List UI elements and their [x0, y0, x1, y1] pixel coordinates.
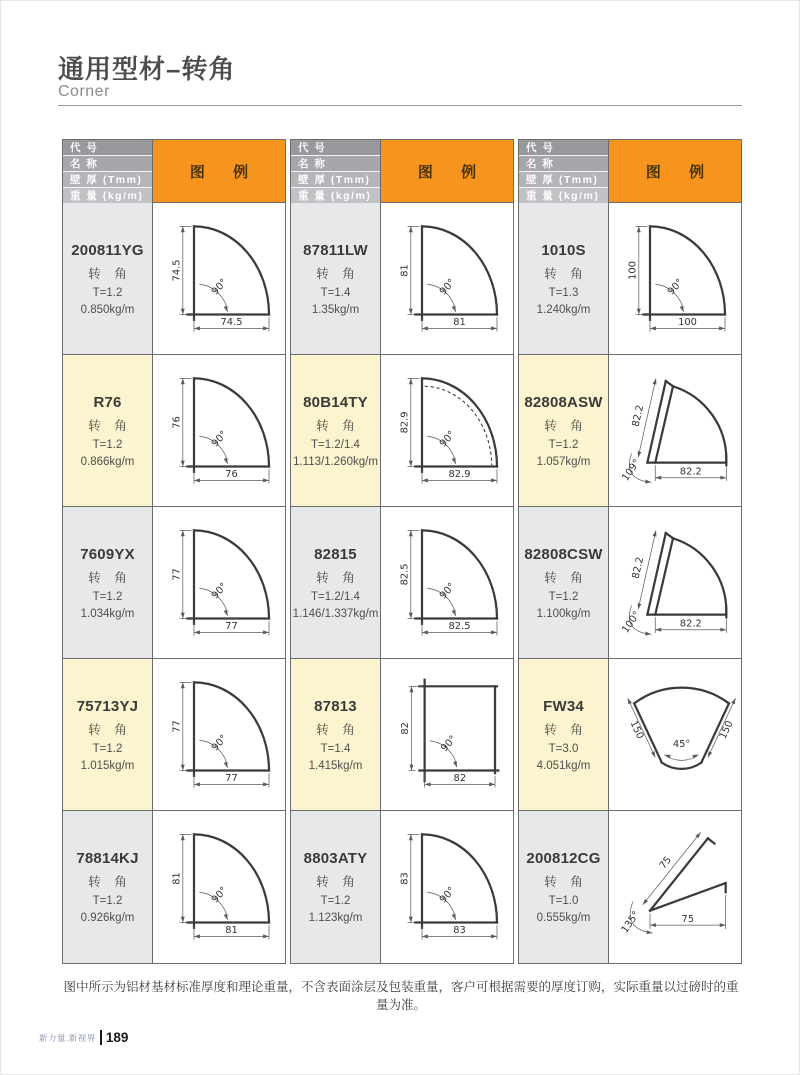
svg-text:77: 77	[225, 772, 238, 784]
product-row	[519, 507, 741, 659]
product-code: 200811YG	[71, 241, 144, 259]
profile-diagram-svg	[381, 508, 513, 658]
product-spec-cell	[63, 659, 153, 810]
svg-text:90°: 90°	[437, 580, 458, 601]
svg-text:81: 81	[171, 872, 183, 885]
svg-text:45°: 45°	[672, 738, 691, 750]
product-spec-cell	[63, 811, 153, 963]
product-name: 转 角	[316, 266, 360, 281]
product-name: 转 角	[88, 722, 132, 737]
profile-diagram-svg	[153, 508, 285, 658]
product-weight: 0.850kg/m	[80, 303, 135, 316]
svg-text:90°: 90°	[439, 733, 460, 754]
product-row	[519, 811, 741, 963]
product-code: R76	[93, 393, 122, 411]
svg-text:109°: 109°	[620, 456, 643, 483]
profile-diagram-svg	[381, 204, 513, 354]
product-name: 转 角	[544, 418, 588, 433]
svg-text:90°: 90°	[209, 276, 230, 297]
product-row	[291, 355, 513, 507]
product-row	[519, 203, 741, 355]
svg-text:82.2: 82.2	[630, 403, 647, 428]
profile-diagram	[381, 659, 513, 810]
product-code: 82815	[314, 545, 357, 563]
svg-text:90°: 90°	[209, 580, 230, 601]
svg-text:75: 75	[657, 854, 675, 872]
product-thickness: T=1.2	[92, 590, 123, 603]
spec-header-rows	[519, 140, 609, 202]
product-code: 75713YJ	[76, 697, 139, 715]
legend-header: 图 例	[381, 140, 513, 202]
profile-column-group	[62, 139, 286, 964]
footer-brand: 新力量.新视界	[39, 1032, 96, 1043]
svg-text:100: 100	[627, 260, 639, 280]
product-spec-cell	[519, 811, 609, 963]
profile-diagram-svg	[381, 356, 513, 506]
profile-diagram-svg	[153, 204, 285, 354]
product-weight: 0.926kg/m	[80, 912, 135, 924]
svg-text:81: 81	[399, 263, 411, 277]
product-weight: 1.240kg/m	[536, 303, 591, 316]
product-thickness: T=1.2	[92, 742, 123, 755]
product-code: 7609YX	[80, 545, 135, 563]
product-weight: 0.555kg/m	[536, 912, 591, 924]
spec-header-rows	[63, 140, 153, 202]
spec-header-row: 重 量 (kg/m)	[291, 188, 380, 203]
product-name: 转 角	[88, 418, 132, 433]
product-spec-cell	[291, 203, 381, 354]
product-weight: 1.415kg/m	[308, 759, 363, 772]
product-weight: 1.015kg/m	[80, 759, 135, 772]
product-thickness: T=1.4	[320, 286, 351, 299]
svg-text:83: 83	[399, 872, 411, 885]
product-thickness: T=1.2	[92, 286, 123, 299]
product-thickness: T=1.2	[320, 895, 351, 907]
profile-column-group	[290, 139, 514, 964]
svg-text:83: 83	[453, 925, 466, 937]
spec-header-row: 壁 厚 (Tmm)	[291, 172, 380, 188]
svg-text:77: 77	[171, 567, 183, 581]
spec-header-row: 代 号	[519, 140, 608, 156]
product-name: 转 角	[316, 418, 360, 433]
product-code: 8803ATY	[303, 850, 368, 867]
svg-text:82: 82	[453, 772, 467, 784]
product-thickness: T=1.2	[548, 590, 579, 603]
product-name: 转 角	[316, 875, 360, 889]
product-spec-cell	[519, 355, 609, 506]
profile-diagram-svg	[609, 812, 741, 962]
page-subtitle: Corner	[58, 83, 110, 100]
product-code: FW34	[543, 697, 584, 715]
profile-diagram-svg	[153, 812, 285, 962]
product-name: 转 角	[88, 875, 132, 889]
product-thickness: T=1.2/1.4	[311, 438, 360, 451]
page-number: 189	[100, 1030, 129, 1045]
svg-text:90°: 90°	[209, 428, 230, 449]
product-row	[63, 203, 285, 355]
svg-text:82.5: 82.5	[399, 562, 411, 585]
svg-text:90°: 90°	[437, 428, 458, 449]
svg-text:76: 76	[225, 468, 238, 480]
product-code: 87813	[314, 697, 357, 715]
profile-diagram-svg	[609, 356, 741, 506]
profile-diagram-svg	[609, 204, 741, 354]
profile-diagram-svg	[381, 812, 513, 962]
group-header	[519, 140, 741, 203]
svg-text:135°: 135°	[619, 909, 643, 936]
svg-text:77: 77	[171, 719, 183, 733]
product-name: 转 角	[544, 570, 588, 585]
product-code: 82808ASW	[524, 393, 603, 411]
svg-text:74.5: 74.5	[171, 258, 183, 281]
profile-diagram	[153, 203, 285, 354]
profile-diagram	[609, 355, 741, 506]
profile-diagram-svg	[381, 660, 513, 810]
product-name: 转 角	[316, 570, 360, 585]
product-thickness: T=1.2	[548, 438, 579, 451]
product-thickness: T=1.2	[92, 438, 123, 451]
product-spec-cell	[291, 659, 381, 810]
product-weight: 1.113/1.260kg/m	[293, 455, 378, 468]
product-row	[63, 355, 285, 507]
svg-text:82: 82	[400, 721, 412, 735]
svg-text:74.5: 74.5	[220, 316, 243, 328]
product-spec-cell	[519, 507, 609, 658]
svg-text:90°: 90°	[437, 885, 458, 906]
product-thickness: T=1.2	[92, 895, 123, 907]
product-row	[519, 659, 741, 811]
product-spec-cell	[291, 507, 381, 658]
group-header	[291, 140, 513, 203]
product-code: 82808CSW	[524, 545, 603, 563]
svg-text:90°: 90°	[209, 732, 230, 753]
legend-header: 图 例	[153, 140, 285, 202]
product-row	[291, 659, 513, 811]
svg-text:82.5: 82.5	[448, 620, 471, 632]
spec-header-row: 名 称	[519, 156, 608, 172]
legend-header: 图 例	[609, 140, 741, 202]
product-weight: 1.034kg/m	[80, 607, 135, 620]
product-spec-cell	[63, 355, 153, 506]
profile-diagram	[381, 355, 513, 506]
product-code: 200812CG	[526, 850, 601, 867]
product-weight: 1.123kg/m	[308, 912, 363, 924]
product-weight: 4.051kg/m	[536, 759, 591, 772]
svg-text:82.2: 82.2	[630, 555, 647, 580]
svg-text:90°: 90°	[665, 276, 686, 297]
profile-diagram-svg	[609, 660, 741, 810]
svg-text:82.9: 82.9	[448, 468, 471, 480]
product-row	[519, 355, 741, 507]
title-divider	[58, 105, 742, 106]
product-name: 转 角	[88, 570, 132, 585]
svg-text:82.2: 82.2	[679, 617, 702, 629]
svg-text:90°: 90°	[209, 885, 230, 906]
svg-text:150: 150	[717, 718, 736, 741]
spec-header-row: 代 号	[63, 140, 152, 156]
profile-column-group	[518, 139, 742, 964]
product-row	[291, 811, 513, 963]
profile-diagram	[609, 659, 741, 810]
product-code: 1010S	[541, 241, 586, 259]
svg-text:77: 77	[225, 620, 238, 632]
product-weight: 1.057kg/m	[536, 455, 591, 468]
profile-diagram	[609, 507, 741, 658]
product-weight: 1.100kg/m	[536, 607, 591, 620]
product-spec-cell	[291, 811, 381, 963]
svg-text:75: 75	[681, 913, 695, 925]
spec-header-rows	[291, 140, 381, 202]
product-name: 转 角	[544, 266, 588, 281]
product-thickness: T=1.4	[320, 742, 351, 755]
svg-text:81: 81	[225, 925, 238, 937]
profile-diagram	[153, 659, 285, 810]
product-name: 转 角	[544, 722, 588, 737]
page-title: 通用型材–转角	[58, 54, 236, 84]
product-thickness: T=1.2/1.4	[311, 590, 360, 603]
profile-diagram	[153, 811, 285, 963]
svg-text:100°: 100°	[620, 608, 643, 635]
product-weight: 1.146/1.337kg/m	[292, 607, 379, 620]
profile-diagram	[153, 355, 285, 506]
profile-diagram	[609, 811, 741, 963]
product-row	[63, 507, 285, 659]
profile-diagram-svg	[153, 356, 285, 506]
profile-diagram	[381, 811, 513, 963]
profile-diagram	[153, 507, 285, 658]
product-spec-cell	[519, 659, 609, 810]
product-spec-cell	[63, 507, 153, 658]
spec-header-row: 重 量 (kg/m)	[63, 188, 152, 203]
product-row	[291, 203, 513, 355]
product-spec-cell	[291, 355, 381, 506]
product-name: 转 角	[544, 875, 588, 889]
spec-header-row: 名 称	[63, 156, 152, 172]
product-name: 转 角	[316, 722, 360, 737]
profile-table	[62, 139, 742, 964]
product-row	[291, 507, 513, 659]
svg-text:81: 81	[453, 316, 466, 328]
spec-header-row: 重 量 (kg/m)	[519, 188, 608, 203]
svg-text:100: 100	[678, 316, 697, 328]
spec-header-row: 壁 厚 (Tmm)	[63, 172, 152, 188]
product-weight: 1.35kg/m	[311, 303, 360, 316]
profile-diagram-svg	[153, 660, 285, 810]
profile-diagram	[381, 203, 513, 354]
product-weight: 0.866kg/m	[80, 455, 135, 468]
svg-text:150: 150	[627, 718, 646, 741]
product-code: 78814KJ	[76, 850, 139, 867]
product-name: 转 角	[88, 266, 132, 281]
footer-note: 图中所示为铝材基材标准厚度和理论重量，不含表面涂层及包装重量，客户可根据需要的厚度订购，实际重量以过磅时的重量为准。	[63, 980, 739, 1012]
spec-header-row: 名 称	[291, 156, 380, 172]
product-row	[63, 659, 285, 811]
page-footer	[39, 1030, 128, 1045]
product-row	[63, 811, 285, 963]
product-spec-cell	[519, 203, 609, 354]
svg-text:76: 76	[171, 415, 183, 429]
product-thickness: T=3.0	[548, 742, 579, 755]
spec-header-row: 代 号	[291, 140, 380, 156]
product-spec-cell	[63, 203, 153, 354]
product-code: 80B14TY	[303, 393, 368, 411]
profile-diagram	[609, 203, 741, 354]
svg-text:90°: 90°	[437, 276, 458, 297]
profile-diagram	[381, 507, 513, 658]
svg-text:82.9: 82.9	[399, 410, 411, 433]
product-code: 87811LW	[303, 241, 368, 259]
spec-header-row: 壁 厚 (Tmm)	[519, 172, 608, 188]
profile-diagram-svg	[609, 508, 741, 658]
group-header	[63, 140, 285, 203]
product-thickness: T=1.0	[548, 895, 579, 907]
svg-text:82.2: 82.2	[679, 465, 702, 477]
product-thickness: T=1.3	[548, 286, 579, 299]
